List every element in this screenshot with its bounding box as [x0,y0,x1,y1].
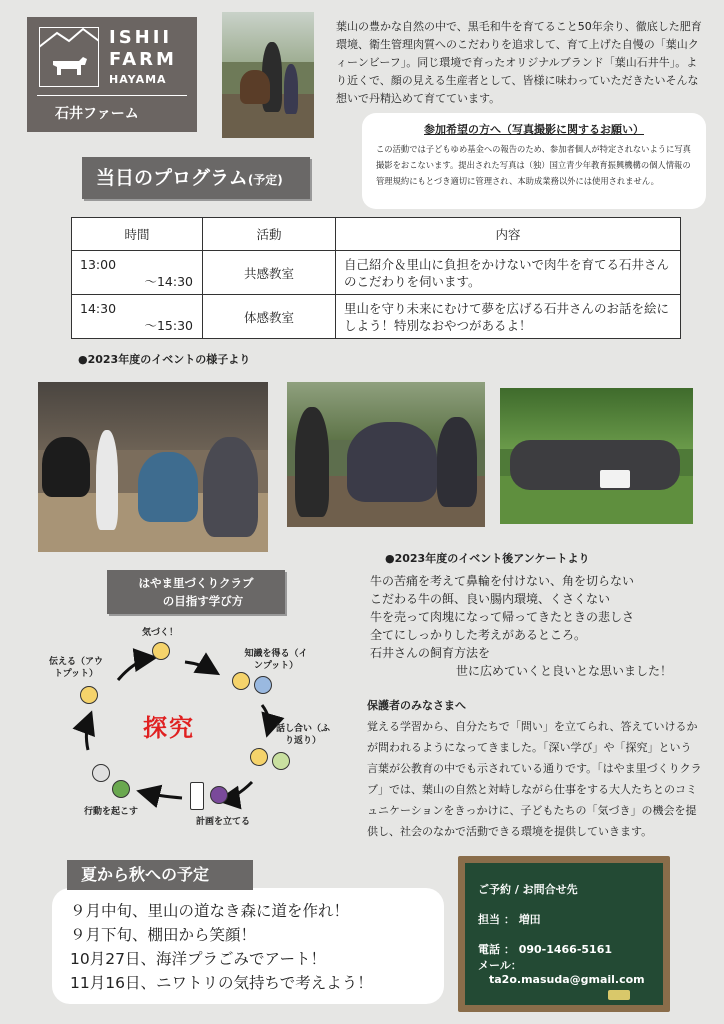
schedule-box [52,888,444,1004]
survey-label: ●2023年度のイベント後アンケートより [385,552,590,565]
program-title-text: 当日のプログラム [96,167,248,189]
contact-mail-label: メール： [478,959,522,972]
photo-farmer [295,407,329,517]
row-time [72,295,203,339]
photo-calf [240,70,270,104]
intro-text: 葉山の豊かな自然の中で、黒毛和牛を育てること50年余り、徹底した肥育環境、衛生管理肉質へのこだわりを追求して、育て上げた自慢の「葉山クィーンビーフ」。同じ環境で育ったオリジナルブランド「葉山石井牛」。より近くで、顔の見える生産者として、皆様に味わっていただきたいそんな想いで丹精込めて育てています。 [336,20,702,105]
photo-event-barn [38,382,268,552]
schedule-item: ９月中旬、里山の道なき森に道を作れ！ [70,902,350,920]
header-activity: 活動 [203,218,336,251]
person-icon [210,786,228,804]
person-icon [92,764,110,782]
survey-line: 牛の苦痛を考えて鼻輪を付けない、角を切らない [370,574,635,588]
survey-line: 世に広めていくと良いとな思いました！ [455,664,672,678]
contact-person-name: 増田 [518,913,541,926]
logo-text-hayama: HAYAMA [109,73,167,86]
row-activity: 共感教室 [203,251,336,295]
schedule-title: 夏から秋への予定 [67,860,253,890]
cycle-step-discuss: 話し合い（ふり返り） [275,724,330,746]
program-title [82,157,310,199]
photo-sign [600,470,630,488]
photo-child [284,64,298,114]
table-row [72,251,681,295]
contact-person-label: 担当 ： [478,913,515,926]
events-label: ●2023年度のイベントの様子より [78,353,251,366]
row-content: 自己紹介＆里山に負担をかけないで肉牛を育てる石井さんのこだわりを伺います。 [336,251,681,295]
parents-body: 覚える学習から、自分たちで「問い」を立てられ、答えていけるかが問われるようになってきました。「深い学び」や「探究」という言葉が公教育の中でも示されている通りです。「はやま里づくりクラブ」では、葉山の自然と対峙しながら仕事をする大人たちとのコミュニケーションをきっかけに、子どもたちの「気づき」の機会を提供し、社会のなかで活動できる環境を提供していきます。 [367,720,702,838]
row-end: ～15:30 [144,317,193,333]
photo-group [510,440,680,490]
program-title-note: (予定) [247,173,283,187]
cycle-step-input: 知識を得る（インプット） [244,649,308,671]
farm-logo [27,17,197,132]
notice-heading: 参加希望の方へ（写真撮影に関するお願い） [424,123,644,136]
mountain-roof-icon [39,27,99,49]
cycle-step-act: 行動を起こす [84,807,139,817]
survey-line: 牛を売って肉塊になって帰ってきたときの悲しさ [370,610,635,624]
contact-phone-label: 電話 ： [478,943,515,956]
contact-title: ご予約 / お問合せ先 [478,883,578,896]
survey-line: こだわる牛の餌、良い腸内環境、くさくない [370,592,611,606]
table-row [72,295,681,339]
photo-farmer [96,430,118,530]
schedule-item: 10月27日、海洋プラごみでアート！ [70,950,326,968]
photo-children [347,422,437,502]
club-subtitle: の目指す学び方 [162,594,244,608]
table-header-row [72,218,681,251]
cow-icon [49,55,89,77]
header-content: 内容 [336,218,681,251]
cycle-step-plan: 計画を立てる [196,817,251,827]
program-table [71,217,681,339]
person-icon [254,676,272,694]
contact-person [478,911,541,927]
cycle-center-label: 探究 [143,714,195,742]
photo-children [138,452,198,522]
contact-mail-address[interactable]: ta2o.masuda@gmail.com [489,973,645,986]
contact-phone-number: 090-1466-5161 [518,943,613,956]
person-icon [232,672,250,690]
logo-text-ishii: ISHII [109,27,173,48]
photo-notice-box [362,113,706,209]
photo-cow [42,437,90,497]
cycle-step-output: 伝える（アウトプット） [48,657,103,679]
row-content: 里山を守り未来にむけて夢を広げる石井さんのお話を絵にしよう！特別なおやつがあるよ！ [336,295,681,339]
notice-body: この活動では子どもゆめ基金への報告のため、参加者個人が特定されないように写真撮影をおこないます。提出された写真は（独）国立青少年教育振興機構の個人情報の管理規約にもとづき適切に管理され、本助成業務以外には使用されません。 [376,144,691,186]
row-end: ～14:30 [144,273,193,289]
photo-adults [203,437,258,537]
row-time [72,251,203,295]
contact-phone [478,941,612,957]
photo-event-feeding [287,382,485,527]
schedule-item: ９月下旬、棚田から笑顔！ [70,926,257,944]
chalkboard-surface [465,863,663,1005]
header-time: 時間 [72,218,203,251]
row-activity: 体感教室 [203,295,336,339]
photo-farm-visit [222,12,314,138]
person-icon [112,780,130,798]
parents-heading: 保護者のみなさまへ [367,699,466,712]
survey-line: 石井さんの飼育方法を [370,646,491,660]
door-icon [190,782,204,810]
schedule-item: 11月16日、ニワトリの気持ちで考えよう！ [70,974,373,992]
club-name: はやま里づくりクラブ [138,576,254,590]
contact-chalkboard [458,856,670,1012]
row-start: 14:30 [80,300,117,316]
logo-divider [37,95,187,96]
waving-person-icon [80,686,98,704]
thinking-person-icon [152,642,170,660]
person-icon [250,748,268,766]
row-start: 13:00 [80,256,117,272]
survey-comments [370,572,710,680]
person-icon [272,752,290,770]
club-label-box [107,570,285,614]
photo-adult [437,417,477,507]
logo-text-farm: FARM [109,49,177,70]
logo-name-ja: 石井ファーム [55,106,139,122]
survey-line: 全てにしっかりした考えがあるところ。 [370,628,587,642]
cycle-step-notice: 気づく！ [142,628,179,638]
chalk-eraser-icon [608,990,630,1000]
photo-event-group [500,388,693,524]
